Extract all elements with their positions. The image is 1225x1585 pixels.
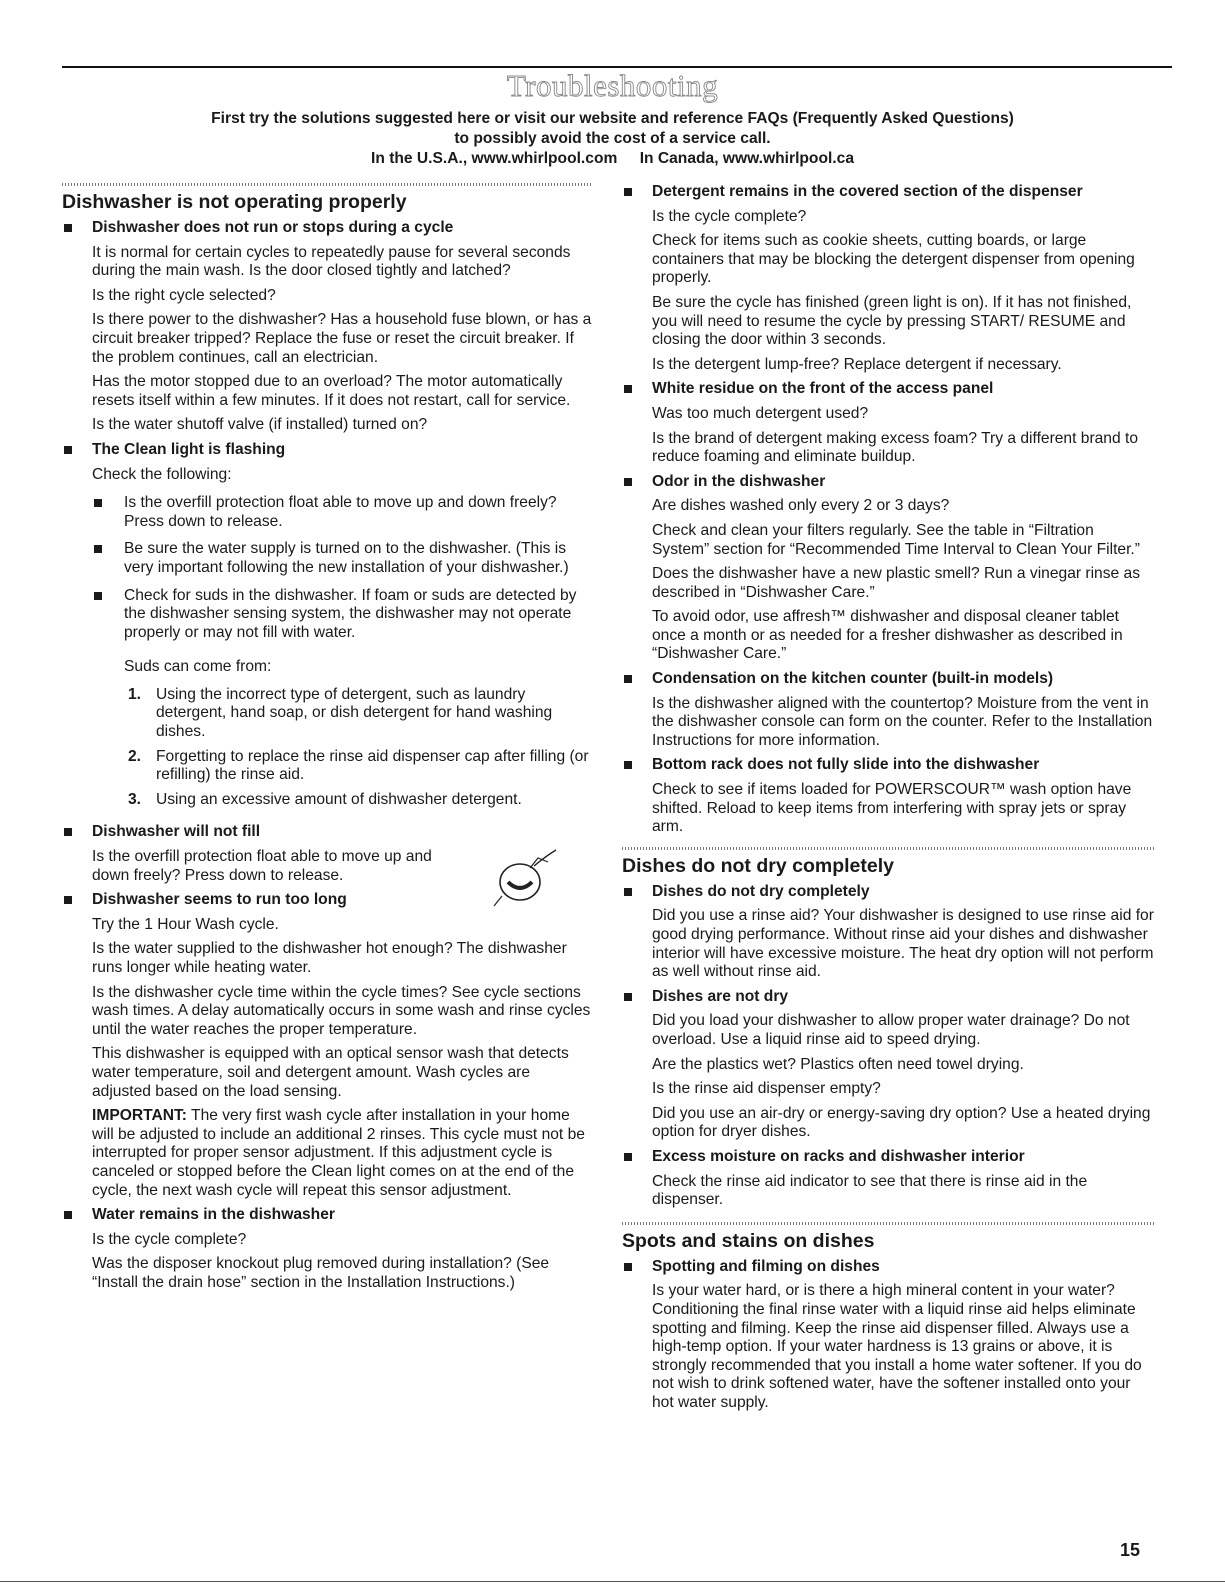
heading-detergent-remains: Detergent remains in the covered section of the dispenser xyxy=(622,183,1155,202)
spotting-filming-body xyxy=(622,1282,1155,1412)
heading-spotting-filming: Spotting and filming on dishes xyxy=(622,1258,1155,1277)
will-not-fill-body xyxy=(62,848,592,885)
paragraph: Are the plastics wet? Plastics often need towel drying. xyxy=(652,1055,1024,1073)
heading-condensation: Condensation on the kitchen counter (built-in models) xyxy=(622,670,1155,689)
condensation-body xyxy=(622,695,1155,751)
intro-line-1: First try the solutions suggested here or visit our website and reference FAQs (Frequently Asked Questions) xyxy=(211,110,1014,127)
paragraph: Was too much detergent used? xyxy=(652,404,869,422)
us-website-link[interactable]: In the U.S.A., www.whirlpool.com xyxy=(371,150,618,167)
paragraph: Was the disposer knockout plug removed during installation? (See “Install the drain hose” section in the Installation Instructions.) xyxy=(92,1255,550,1291)
detergent-remains-body xyxy=(622,208,1155,375)
paragraph: Check to see if items loaded for POWERSCOUR™ wash option have shifted. Reload to keep items from interfering with spray jets or spray arm. xyxy=(652,781,1132,836)
heading-not-dry-completely: Dishes do not dry completely xyxy=(622,883,1155,902)
website-links xyxy=(0,149,1225,169)
paragraph: Is the brand of detergent making excess foam? Try a different brand to reduce foaming and eliminate buildup. xyxy=(652,429,1138,466)
numbered-item xyxy=(124,748,592,785)
heading-white-residue: White residue on the front of the access panel xyxy=(622,380,1155,399)
bottom-rack-body xyxy=(622,781,1155,837)
page-title: Troubleshooting xyxy=(506,68,719,103)
important-paragraph xyxy=(92,1107,592,1200)
excess-moisture-body xyxy=(622,1173,1155,1210)
heading-bottom-rack: Bottom rack does not fully slide into the dishwasher xyxy=(622,756,1155,775)
paragraph: Is the water shutoff valve (if installed) turned on? xyxy=(92,416,428,434)
bottom-rule xyxy=(0,1581,1225,1582)
heading-runs-too-long: Dishwasher seems to run too long xyxy=(62,891,592,910)
heading-will-not-fill: Dishwasher will not fill xyxy=(62,823,592,842)
paragraph: Is your water hard, or is there a high mineral content in your water? Conditioning the final rinse water with a liquid rinse aid helps eliminate spotting and filming. Keep the rinse aid dispenser filled. Always use a high-temp option. If your water hardness is 13 grains or above, it is strongly recommended that you install a home water softener. If you do not wish to drink softened water, have the softener installed onto your hot water supply. xyxy=(652,1282,1142,1411)
paragraph: Did you use a rinse aid? Your dishwasher is designed to use rinse aid for good drying performance. Without rinse aid your dishes and dishwasher interior will have excessive moisture. The heat dry option will not perform as well without rinse aid. xyxy=(652,907,1154,981)
heading-does-not-run: Dishwasher does not run or stops during a cycle xyxy=(62,219,592,238)
heading-excess-moisture: Excess moisture on racks and dishwasher interior xyxy=(622,1148,1155,1167)
paragraph: Is the dishwasher cycle time within the cycle times? See cycle sections wash times. A delay automatically occurs in some wash and rinse cycles until the water reaches the proper temperature. xyxy=(92,983,591,1038)
water-remains-body xyxy=(62,1231,592,1293)
paragraph: Has the motor stopped due to an overload? The motor automatically resets itself within a few minutes. If it does not restart, call for service. xyxy=(92,373,571,409)
paragraph: Is the water supplied to the dishwasher hot enough? The dishwasher runs longer while heating water. xyxy=(92,940,567,976)
paragraph: Does the dishwasher have a new plastic smell? Run a vinegar rinse as described in “Dishwasher Care.” xyxy=(652,565,1140,601)
item-text: Using an excessive amount of dishwasher detergent. xyxy=(156,790,522,808)
list-item: Is the overfill protection float able to move up and down freely? Press down to release. xyxy=(92,494,592,531)
not-dry-completely-body xyxy=(622,907,1155,981)
paragraph: Is the rinse aid dispenser empty? xyxy=(652,1080,881,1098)
dishes-not-dry-body xyxy=(622,1012,1155,1142)
important-label: IMPORTANT: xyxy=(92,1107,187,1125)
paragraph: To avoid odor, use affresh™ dishwasher and disposal cleaner tablet once a month or as needed for a fresher dishwasher as described in “Dishwasher Care.” xyxy=(652,608,1123,663)
item-text: Using the incorrect type of detergent, such as laundry detergent, hand soap, or dish detergent for hand washing dishes. xyxy=(156,685,553,741)
numbered-item xyxy=(124,791,592,810)
paragraph: Check the rinse aid indicator to see that there is rinse aid in the dispenser. xyxy=(652,1172,1088,1209)
item-number: 1. xyxy=(128,685,142,703)
paragraph: Is the right cycle selected? xyxy=(92,286,276,304)
odor-body xyxy=(622,497,1155,664)
does-not-run-body xyxy=(62,244,592,435)
paragraph: Is the dishwasher aligned with the countertop? Moisture from the vent in the dishwasher console can form on the counter. Refer to the Installation Instructions for more information. xyxy=(652,694,1153,749)
section-title-dishes-not-dry: Dishes do not dry completely xyxy=(622,847,1155,877)
paragraph: It is normal for certain cycles to repeatedly pause for several seconds during the main wash. Is the door closed tightly and latched? xyxy=(92,243,571,280)
paragraph: Is the detergent lump-free? Replace detergent if necessary. xyxy=(652,355,1062,373)
intro-line-2: to possibly avoid the cost of a service call. xyxy=(454,130,771,147)
list-item: Check for suds in the dishwasher. If foam or suds are detected by the dishwasher sensing system, the dishwasher may not operate properly or may not fill with water. xyxy=(92,587,592,643)
runs-too-long-body xyxy=(62,916,592,1200)
paragraph: This dishwasher is equipped with an optical sensor wash that detects water temperature, soil and detergent amount. Wash cycles are adjusted based on the load sensing. xyxy=(92,1045,569,1100)
paragraph: Is the overfill protection float able to move up and down freely? Press down to release. xyxy=(92,848,432,884)
numbered-item xyxy=(124,686,592,742)
suds-block xyxy=(92,658,592,809)
section-title-not-operating: Dishwasher is not operating properly xyxy=(62,183,592,213)
page-number: 15 xyxy=(1120,1540,1141,1560)
paragraph: Are dishes washed only every 2 or 3 days? xyxy=(652,497,950,515)
suds-intro: Suds can come from: xyxy=(124,658,272,676)
clean-light-body xyxy=(62,466,592,810)
heading-clean-light-flashing: The Clean light is flashing xyxy=(62,441,592,460)
item-number: 3. xyxy=(128,790,142,808)
important-text: The very first wash cycle after installation in your home will be adjusted to include an additional 2 rinses. This cycle must not be interrupted for proper sensor adjustment. If this adjustment cycle is canceled or stopped before the Clean light comes on at the end of the cycle, the next wash cycle will repeat this sensor adjustment. xyxy=(92,1107,585,1199)
paragraph: Be sure the cycle has finished (green light is on). If it has not finished, you will need to resume the cycle by pressing START/ RESUME and closing the door within 3 seconds. xyxy=(652,293,1132,349)
paragraph: Check and clean your filters regularly. See the table in “Filtration System” section for “Recommended Time Interval to Clean Your Filter.” xyxy=(652,521,1140,558)
paragraph: Did you use an air-dry or energy-saving dry option? Use a heated drying option for dryer dishes. xyxy=(652,1104,1151,1141)
white-residue-body xyxy=(622,405,1155,467)
heading-odor: Odor in the dishwasher xyxy=(622,473,1155,492)
paragraph: Is there power to the dishwasher? Has a household fuse blown, or has a circuit breaker tripped? Replace the fuse or reset the circuit breaker. If the problem continues, call an electrician. xyxy=(92,311,592,366)
heading-water-remains: Water remains in the dishwasher xyxy=(62,1206,592,1225)
paragraph: Is the cycle complete? xyxy=(92,1230,247,1248)
heading-dishes-not-dry: Dishes are not dry xyxy=(622,988,1155,1007)
right-column xyxy=(622,183,1155,1418)
intro-block xyxy=(0,109,1225,169)
paragraph: Did you load your dishwasher to allow proper water drainage? Do not overload. Use a liquid rinse aid to speed drying. xyxy=(652,1012,1130,1048)
paragraph: Try the 1 Hour Wash cycle. xyxy=(92,915,279,933)
paragraph: Check the following: xyxy=(92,465,232,483)
left-column xyxy=(62,183,592,1299)
section-title-spots-stains: Spots and stains on dishes xyxy=(622,1222,1155,1252)
canada-website-link[interactable]: In Canada, www.whirlpool.ca xyxy=(639,150,854,167)
paragraph: Check for items such as cookie sheets, cutting boards, or large containers that may be blocking the detergent dispenser from opening properly. xyxy=(652,232,1135,287)
list-item: Be sure the water supply is turned on to the dishwasher. (This is very important following the new installation of your dishwasher.) xyxy=(92,540,592,577)
paragraph: Is the cycle complete? xyxy=(652,207,807,225)
item-text: Forgetting to replace the rinse aid dispenser cap after filling (or refilling) the rinse aid. xyxy=(156,747,589,784)
item-number: 2. xyxy=(128,747,142,765)
